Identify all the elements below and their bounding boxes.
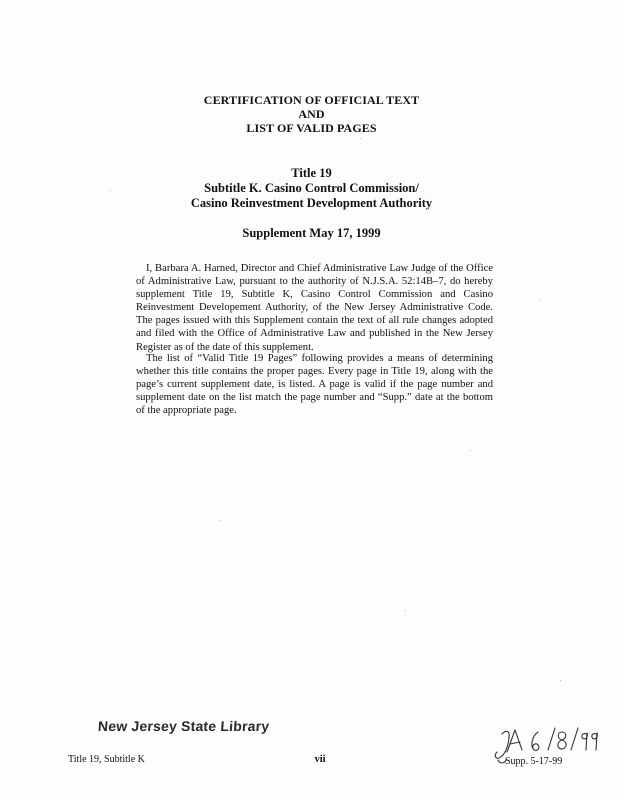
certification-line-1: CERTIFICATION OF OFFICIAL TEXT [203,93,420,107]
scan-speck [220,520,221,521]
scan-speck [540,300,541,301]
supplement-heading: Supplement May 17, 1999 [242,226,381,240]
title-number: Title 19 [291,166,332,180]
valid-pages-paragraph: The list of “Valid Title 19 Pages” following provides a means of determining whether this title contains the proper pages. Every page in Title 19, along with the page’s current supplement date, is listed. A page is valid if the page number and supplement date on the list match the page number and “Supp.” date at the bottom of the appropriate page. [136,353,493,417]
scan-speck [110,190,111,191]
certification-line-3: LIST OF VALID PAGES [246,121,377,135]
certification-paragraph: I, Barbara A. Harned, Director and Chief Administrative Law Judge of the Office of Administrative Law, pursuant to the authority of N.J.S.A. 52:14B–7, do hereby supplement Title 19, Subtitle K, Casino Control Commission and Casino Reinvestment Developement Authority, of the New Jersey Administrative Code. The pages issued with this Supplement contain the text of all rule changes adopted and filed with the Office of Administrative Law and published in the New Jersey Register as of the date of this supplement. [136,263,493,353]
title-block [0,166,623,211]
certification-line-2: AND [298,107,325,121]
subtitle-line-2: Casino Reinvestment Development Authority [190,196,433,210]
page-number: vii [314,754,326,765]
scan-speck [405,610,406,611]
library-stamp: New Jersey State Library [97,718,270,734]
scan-speck [560,680,561,681]
footer-supplement-date: Supp. 5-17-99 [505,756,563,767]
subtitle-line-1: Subtitle K. Casino Control Commission/ [204,181,419,195]
scan-speck [470,450,471,451]
certification-heading [0,93,623,135]
footer-title: Title 19, Subtitle K [68,754,145,765]
scan-speck [360,138,361,139]
